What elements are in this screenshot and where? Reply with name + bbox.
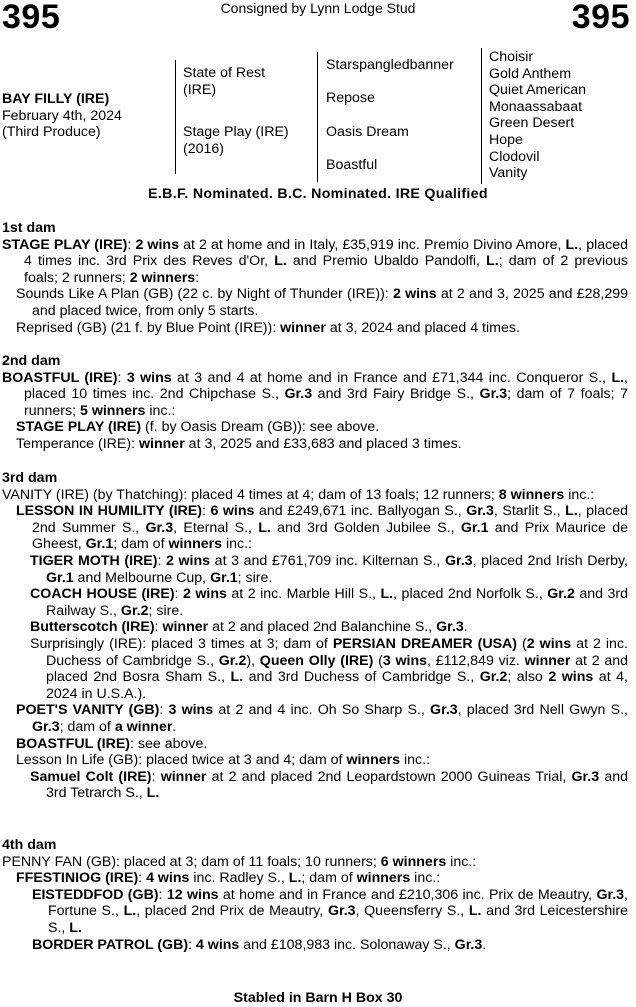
pedigree-gen3 bbox=[489, 49, 586, 182]
first-dam-section bbox=[2, 220, 628, 336]
dam-entry: VANITY (IRE) (by Thatching): placed 4 times at 4; dam of 13 foals; 12 runners; 8 winners inc.: bbox=[2, 486, 595, 503]
horse-name: BAY FILLY (IRE) bbox=[2, 91, 110, 107]
pedigree-line-3 bbox=[481, 48, 482, 184]
lot-number-right: 395 bbox=[571, 0, 630, 36]
lot-number-left: 395 bbox=[2, 0, 61, 36]
produce-entry: FFESTINIOG (IRE): 4 wins inc. Radley S., L.; dam of winners inc.: bbox=[16, 870, 441, 887]
gen3-1: Gold Anthem bbox=[489, 65, 572, 82]
sire-name: State of Rest bbox=[183, 65, 266, 81]
gen3-7: Vanity bbox=[489, 165, 528, 182]
second-dam-section bbox=[2, 353, 628, 453]
gen2-3: Boastful bbox=[326, 157, 378, 173]
produce-entry: Surprisingly (IRE): placed 3 times at 3; dam of PERSIAN DREAMER (USA) (2 wins at 2 inc. Duchess of Cambridge S., Gr.2), Queen Olly (IRE) (3 wins, £112,849 viz. winner at 2 and placed 2nd Bosra Sham S., L. and 3rd Duchess of Cambridge S., Gr.2; also 2 wins at 4, 2024 in U.S.A.). bbox=[30, 635, 628, 702]
gen2-2: Oasis Dream bbox=[326, 124, 409, 140]
pedigree-sire bbox=[183, 65, 265, 98]
nominations: E.B.F. Nominated. B.C. Nominated. IRE Qualified bbox=[148, 186, 488, 202]
section-heading: 3rd dam bbox=[2, 470, 58, 486]
produce-entry: STAGE PLAY (IRE) (f. by Oasis Dream (GB)): see above. bbox=[16, 419, 380, 436]
dam-name: Stage Play (IRE) bbox=[183, 124, 289, 140]
fourth-dam-section bbox=[2, 837, 628, 953]
produce-entry: Samuel Colt (IRE): winner at 2 and placed 2nd Leopardstown 2000 Guineas Trial, Gr.3 and 3rd Tetrarch S., L. bbox=[30, 768, 628, 802]
produce-entry: BORDER PATROL (GB): 4 wins and £108,983 inc. Solonaway S., Gr.3. bbox=[32, 936, 487, 953]
gen2-1: Repose bbox=[326, 90, 375, 106]
produce-entry: Temperance (IRE): winner at 3, 2025 and £33,683 and placed 3 times. bbox=[16, 435, 462, 452]
gen2-0: Starspangledbanner bbox=[326, 57, 454, 73]
gen3-6: Clodovil bbox=[489, 148, 540, 165]
produce-entry: Lesson In Life (GB): placed twice at 3 and 4; dam of winners inc.: bbox=[16, 752, 431, 769]
produce-entry: Sounds Like A Plan (GB) (22 c. by Night of Thunder (IRE)): 2 wins at 2 and 3, 2025 and £28,299 and placed twice, from only 5 starts. bbox=[16, 286, 628, 319]
produce-entry: Reprised (GB) (21 f. by Blue Point (IRE)): winner at 3, 2024 and placed 4 times. bbox=[16, 319, 520, 336]
horse-identity bbox=[2, 91, 122, 141]
gen3-3: Monaassabaat bbox=[489, 98, 583, 115]
produce-entry: POET'S VANITY (GB): 3 wins at 2 and 4 inc. Oh So Sharp S., Gr.3, placed 3rd Nell Gwyn S., Gr.3; dam of a winner. bbox=[16, 702, 628, 735]
dam-year: (2016) bbox=[183, 140, 225, 157]
produce-note: (Third Produce) bbox=[2, 124, 101, 141]
consignor: Consigned by Lynn Lodge Stud bbox=[220, 0, 416, 16]
section-heading: 4th dam bbox=[2, 837, 57, 853]
pedigree-line-1 bbox=[175, 60, 176, 174]
sire-country: (IRE) bbox=[183, 81, 217, 98]
dam-entry: STAGE PLAY (IRE): 2 wins at 2 at home and in Italy, £35,919 inc. Premio Divino Amore, L., placed 4 times inc. 3rd Prix des Reves d'Or, L. and Premio Ubaldo Pandolfi, L.; dam of 2 previous foals; 2 runners; 2 winners: bbox=[2, 236, 629, 286]
pedigree-dam bbox=[183, 124, 289, 157]
gen3-4: Green Desert bbox=[489, 115, 575, 132]
produce-entry: LESSON IN HUMILITY (IRE): 6 wins and £249,671 inc. Ballyogan S., Gr.3, Starlit S., L., placed 2nd Summer S., Gr.3, Eternal S., L. and 3rd Golden Jubilee S., Gr.1 and Prix Maurice de Gheest, Gr.1; dam of winners inc.: bbox=[16, 503, 628, 553]
section-heading: 1st dam bbox=[2, 220, 56, 236]
dam-entry: BOASTFUL (IRE): 3 wins at 3 and 4 at home and in France and £71,344 inc. Conqueror S., L., placed 10 times inc. 2nd Chipchase S., Gr.3 and 3rd Fairy Bridge S., Gr.3; dam of 7 foals; 7 runners; 5 winners inc.: bbox=[2, 369, 628, 419]
dam-entry: PENNY FAN (GB): placed at 3; dam of 11 foals; 10 runners; 6 winners inc.: bbox=[2, 853, 477, 870]
produce-entry: EISTEDDFOD (GB): 12 wins at home and in France and £210,306 inc. Prix de Meautry, Gr.3, Fortune S., L., placed 2nd Prix de Meautry, Gr.3, Queensferry S., L. and 3rd Leicestershire S., L. bbox=[32, 886, 628, 936]
gen3-0: Choisir bbox=[489, 49, 534, 65]
produce-entry: TIGER MOTH (IRE): 2 wins at 3 and £761,709 inc. Kilternan S., Gr.3, placed 2nd Irish Derby, Gr.1 and Melbourne Cup, Gr.1; sire. bbox=[30, 552, 628, 586]
gen3-5: Hope bbox=[489, 131, 523, 148]
pedigree-line-2 bbox=[317, 52, 318, 182]
produce-entry: BOASTFUL (IRE): see above. bbox=[16, 735, 208, 752]
produce-entry: Butterscotch (IRE): winner at 2 and placed 2nd Balanchine S., Gr.3. bbox=[30, 619, 468, 636]
produce-entry: COACH HOUSE (IRE): 2 wins at 2 inc. Marble Hill S., L., placed 2nd Norfolk S., Gr.2 and 3rd Railway S., Gr.2; sire. bbox=[30, 586, 629, 619]
third-dam-section bbox=[2, 470, 628, 802]
stabling-info: Stabled in Barn H Box 30 bbox=[233, 990, 403, 1006]
foaling-date: February 4th, 2024 bbox=[2, 107, 122, 124]
gen3-2: Quiet American bbox=[489, 82, 586, 99]
section-heading: 2nd dam bbox=[2, 353, 61, 369]
